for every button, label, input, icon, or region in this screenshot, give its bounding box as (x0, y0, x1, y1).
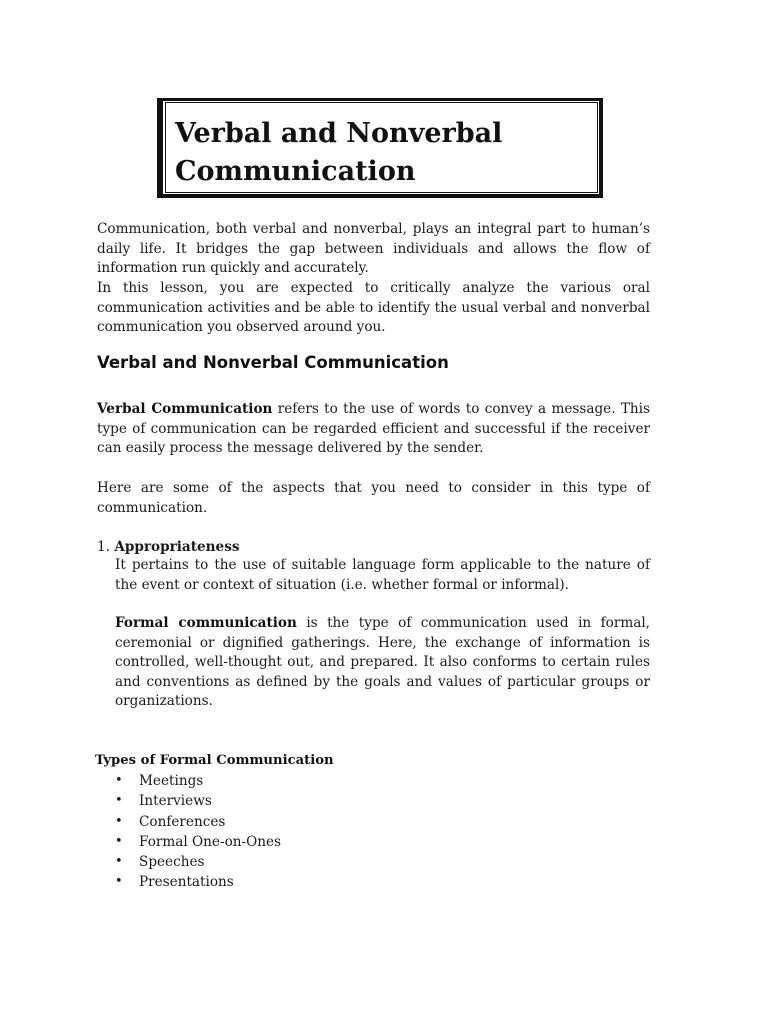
page-title (175, 115, 502, 191)
item-1-number: 1. (97, 539, 110, 555)
types-heading: Types of Formal Communication (95, 753, 334, 768)
list-item: • Speeches (115, 852, 281, 872)
formal-definition-text: is the type of communication used in formal, ceremonial or dignified gatherings. Here, the exchange of information is controlled, well-thought out, and prepared. It also conforms to certain rules and conventions as defined by the goals and values of particular groups or organizations. (115, 615, 650, 709)
list-item: • Interviews (115, 791, 281, 811)
list-item: • Formal One-on-Ones (115, 832, 281, 852)
list-item: • Meetings (115, 771, 281, 791)
list-item: • Conferences (115, 812, 281, 832)
item-1-heading (97, 538, 240, 557)
verbal-definition (97, 400, 650, 459)
intro-paragraph-1: Communication, both verbal and nonverbal, plays an integral part to human’s daily life. It bridges the gap between individuals and allows the flow of information run quickly and accurately. (97, 221, 650, 276)
formal-definition (115, 614, 650, 712)
title-box (157, 98, 603, 198)
aspects-intro: Here are some of the aspects that you need to consider in this type of communication. (97, 480, 650, 516)
verbal-definition-text: refers to the use of words to convey a message. This type of communication can be regarded efficient and successful if the receiver can easily process the message delivered by the sender. (97, 401, 650, 456)
title-line-2: Communication (175, 156, 416, 187)
formal-term: Formal communication (115, 615, 297, 631)
verbal-term: Verbal Communication (97, 401, 273, 417)
types-list (115, 771, 281, 893)
title-line-1: Verbal and Nonverbal (175, 118, 503, 149)
list-item: • Presentations (115, 872, 281, 892)
section-heading: Verbal and Nonverbal Communication (97, 353, 449, 372)
item-1-title: Appropriateness (114, 539, 240, 555)
item-1-text: It pertains to the use of suitable language form applicable to the nature of the event or context of situation (i.e. whether formal or informal). (115, 557, 650, 593)
intro-paragraph-2: In this lesson, you are expected to critically analyze the various oral communication activities and be able to identify the usual verbal and nonverbal communication you observed around you. (97, 280, 650, 335)
